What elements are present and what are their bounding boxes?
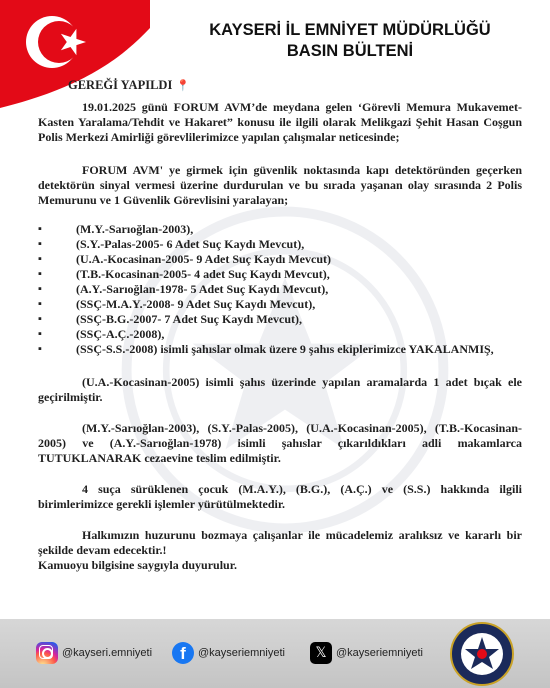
- closing-line: Kamuoyu bilgisine saygıyla duyurulur.: [38, 558, 237, 572]
- suspect-item: ▪ (SSÇ-A.Ç.-2008),: [38, 327, 522, 342]
- facebook-icon: f: [172, 642, 194, 664]
- suspect-item: ▪ (U.A.-Kocasinan-2005- 9 Adet Suç Kaydı Mevcut): [38, 252, 522, 267]
- pin-icon: 📍: [176, 80, 191, 92]
- instagram-icon: [36, 642, 58, 664]
- facebook-link[interactable]: [172, 642, 285, 664]
- paragraph-juveniles: 4 suça sürüklenen çocuk (M.A.Y.), (B.G.), (A.Ç.) ve (S.S.) hakkında ilgili birimlerimizce gerekli işlemler yürütülmektedir.: [38, 482, 522, 511]
- paragraph-incident: 19.01.2025 günü FORUM AVM’de meydana gelen ‘Görevli Memura Mukavemet-Kasten Yaralama/Tehdit ve Hakaret” konusu ile ilgili olarak Melikgazi Şehit Hasan Coşgun Polis Merkezi Amirliği görevlilerimizce yapılan çalışmalar neticesinde;: [38, 100, 522, 144]
- suspect-item: ▪ (SSÇ-B.G.-2007- 7 Adet Suç Kaydı Mevcut),: [38, 312, 522, 327]
- paragraph-detector: FORUM AVM' ye girmek için güvenlik noktasında kapı detektöründen geçerken detektörün sinyal vermesi üzerine durdurulan ve bu sırada yaşanan olay sırasında 2 Polis Memurunu ve 1 Güvenlik Görevlisini yaralayan;: [38, 163, 522, 207]
- suspect-list: [38, 222, 522, 357]
- suspect-item: ▪ (SSÇ-S.S.-2008) isimli şahıslar olmak üzere 9 şahıs ekiplerimizce YAKALANMIŞ,: [38, 342, 522, 357]
- header-title-line2: BASIN BÜLTENİ: [286, 42, 414, 60]
- paragraph-knife: (U.A.-Kocasinan-2005) isimli şahıs üzerinde yapılan aramalarda 1 adet bıçak ele geçirilmiştir.: [38, 375, 522, 404]
- x-icon: 𝕏: [310, 642, 332, 664]
- geregi-text: GEREĞİ YAPILDI: [68, 78, 173, 92]
- header-title: [150, 20, 550, 62]
- paragraph-arrests: (M.Y.-Sarıoğlan-2003), (S.Y.-Palas-2005), (U.A.-Kocasinan-2005), (T.B.-Kocasinan-2005) ve (A.Y.-Sarıoğlan-1978) isimli şahıslar çıkarıldıkları adli makamlarca TUTUKLANARAK cezaevine teslim edilmiştir.: [38, 421, 522, 465]
- suspect-item: ▪ (S.Y.-Palas-2005- 6 Adet Suç Kaydı Mevcut),: [38, 237, 522, 252]
- paragraph-statement: Halkımızın huzurunu bozmaya çalışanlar ile mücadelemiz aralıksız ve kararlı bir şekilde devam edecektir.!: [38, 528, 522, 557]
- police-badge-logo: [449, 621, 515, 687]
- bulletin-body: [38, 100, 522, 573]
- facebook-handle: @kayseriemniyeti: [198, 647, 285, 659]
- header-title-line1: KAYSERİ İL EMNİYET MÜDÜRLÜĞÜ: [209, 21, 491, 39]
- instagram-handle: @kayseri.emniyeti: [62, 647, 153, 659]
- suspect-item: ▪ (A.Y.-Sarıoğlan-1978- 5 Adet Suç Kaydı Mevcut),: [38, 282, 522, 297]
- suspect-item: ▪ (M.Y.-Sarıoğlan-2003),: [38, 222, 522, 237]
- geregi-yapildi-heading: [68, 78, 190, 93]
- suspect-item: ▪ (SSÇ-M.A.Y.-2008- 9 Adet Suç Kaydı Mevcut),: [38, 297, 522, 312]
- x-link[interactable]: [310, 642, 423, 664]
- suspect-item: ▪ (T.B.-Kocasinan-2005- 4 adet Suç Kaydı Mevcut),: [38, 267, 522, 282]
- instagram-link[interactable]: [36, 642, 152, 664]
- x-handle: @kayseriemniyeti: [336, 647, 423, 659]
